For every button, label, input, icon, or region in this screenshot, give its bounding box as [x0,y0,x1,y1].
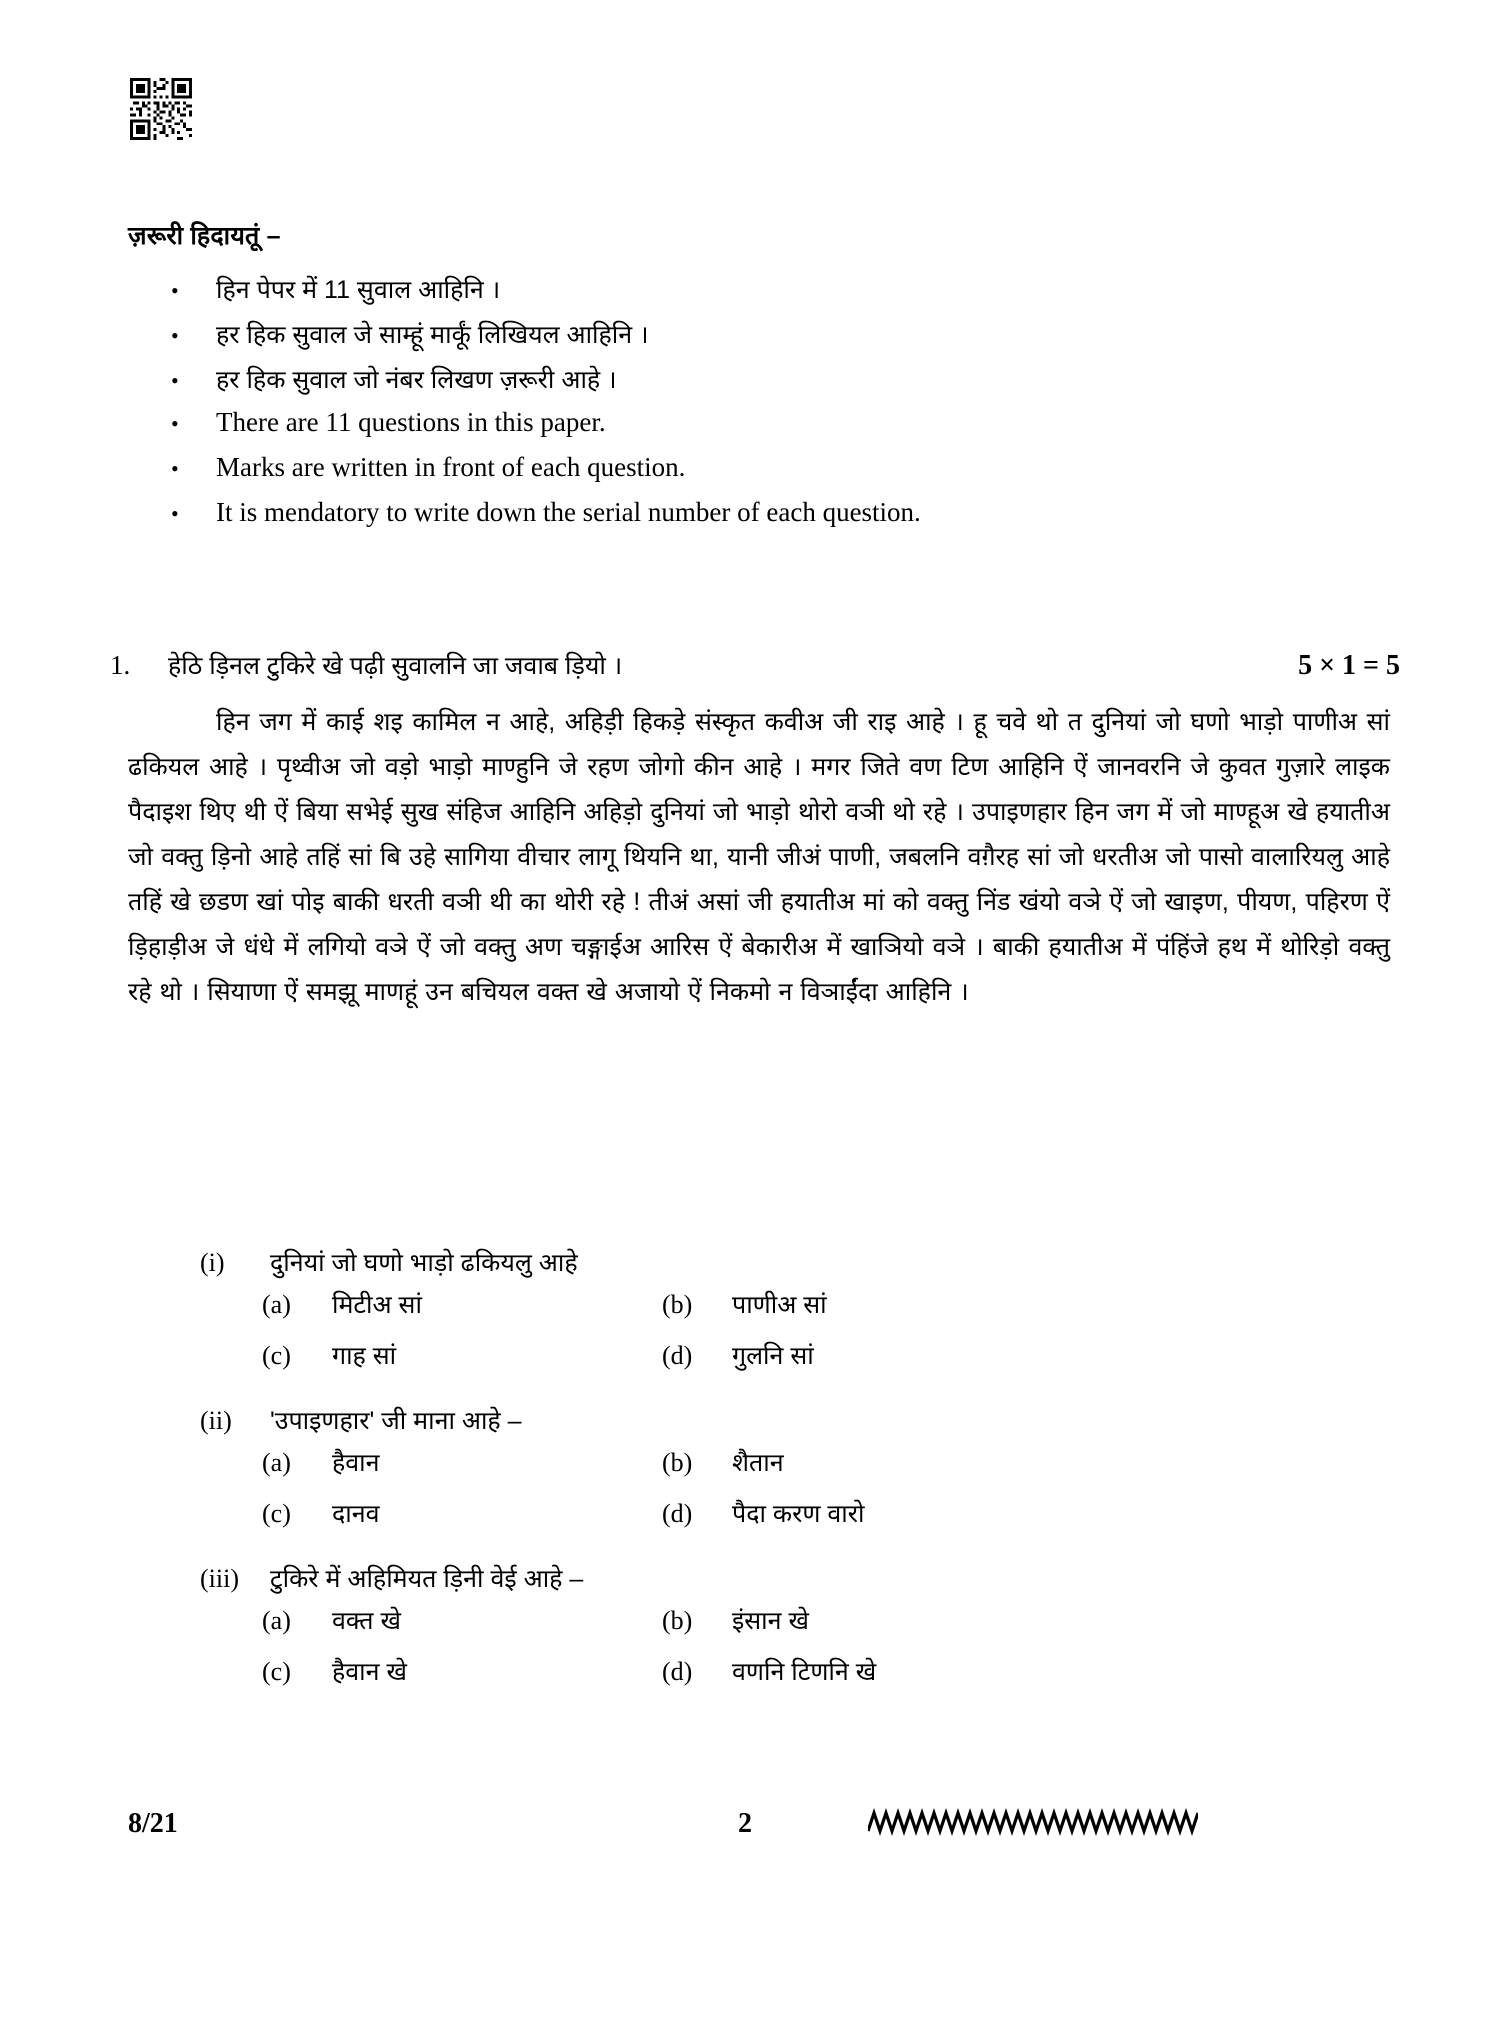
mcq-question-text: 'उपाइणहार' जी माना आहे – [270,1407,522,1435]
bullet-icon [128,458,216,480]
mcq-option-text: गाह सां [332,1342,397,1370]
mcq-option-text: हैवान खे [332,1658,407,1686]
page-number: 2 [738,1808,752,1839]
mcq-option-d[interactable] [662,1338,1062,1372]
question-marks: 5 × 1 = 5 [1298,650,1400,681]
mcq-option-key: (d) [662,1341,693,1370]
bullet-icon [128,280,216,302]
list-item [128,362,1378,407]
mcq-option-key: (a) [262,1606,291,1635]
mcq-option-c[interactable] [262,1496,662,1530]
mcq-options [200,1287,1390,1389]
mcq-option-b[interactable] [662,1603,1062,1637]
mcq-question [200,1561,1390,1595]
mcq-option-key: (a) [262,1290,291,1319]
mcq-option-text: इंसान खे [732,1607,809,1635]
mcq-option-text: वक्त खे [332,1607,401,1635]
mcq-question-text: टुकिरे में अहिमियत ड़िनी वेई आहे – [270,1565,584,1593]
instruction-text: It is mendatory to write down the serial number of each question. [216,497,921,527]
instructions-list [128,272,1378,542]
reading-passage: हिन जग में काई शइ कामिल न आहे, अहिड़ी हिकड़े संस्कृत कवीअ जी राइ आहे । हू चवे थो त दुनियां जो घणो भाड़ो पाणीअ सां ढकियल आहे । पृथ्वीअ जो वड़ो भाड़ो माण्हुनि जे रहण जोगो कीन आहे । मगर जिते वण टिण आहिनि ऐं जानवरनि जे कुवत गुज़ारे लाइक पैदाइश थिए थी ऐं बिया सभेई सुख संहिज आहिनि अहिड़ो दुनियां जो भाड़ो थोरो वञी थो रहे । उपाइणहार हिन जग में जो माण्हूअ खे हयातीअ जो वक्तु ड़िनो आहे तहिं सां बि उहे सागिया वीचार लागू थियनि था, यानी जीअं पाणी, जबलनि वग़ैरह सां जो धरतीअ जो पासो वालारियलु आहे तहिं खे छडण खां पोइ बाकी धरती वञी थी का थोरी रहे ! तीअं असां जी हयातीअ मां को वक्तु निंड खंयो वञे ऐं जो खाइण, पीयण, पहिरण ऐं ड़िहाड़ीअ जे धंधे में लगियो वञे ऐं जो वक्तु अण चङ्गाईअ आरिस ऐं बेकारीअ में खाञियो वञे । बाकी हयातीअ में पंहिंजे हथ में थोरिड़ो वक्तु रहे थो । सियाणा ऐं समझू माणहूं उन बचियल वक्त खे अजायो ऐं निकमो न विञाईंदा आहिनि । [128,708,1390,1006]
mcq-option-text: मिटीअ सां [332,1291,422,1319]
mcq-option-text: हैवान [332,1449,380,1477]
instructions-heading: ज़रूरी हिदायतूं – [128,222,281,250]
instruction-text: हर हिक सुवाल जे साम्हूं मार्कूं लिखियल आहिनि । [216,321,649,349]
mcq-option-b[interactable] [662,1445,1062,1479]
mcq-options [200,1603,1390,1705]
mcq-option-text: शैतान [732,1449,784,1477]
mcq-list [200,1245,1390,1719]
list-item [128,317,1378,362]
bullet-icon [128,325,216,347]
mcq-option-key: (b) [662,1448,693,1477]
bullet-icon [128,370,216,392]
mcq-question [200,1245,1390,1279]
mcq-option-text: पाणीअ सां [732,1291,827,1319]
mcq-option-b[interactable] [662,1287,1062,1321]
mcq-option-d[interactable] [662,1654,1062,1688]
list-item [128,272,1378,317]
list-item [128,452,1378,497]
mcq-option-a[interactable] [262,1287,662,1321]
mcq-option-row [200,1603,1390,1654]
mcq-option-text: गुलनि सां [732,1342,814,1370]
mcq-option-row [200,1445,1390,1496]
mcq-question [200,1403,1390,1437]
mcq-option-text: वणनि टिणनि खे [732,1658,877,1686]
mcq-options [200,1445,1390,1547]
zigzag-mark-icon [868,1805,1198,1841]
mcq-question-label: (i) [200,1248,225,1277]
instruction-text: हिन पेपर में 11 सुवाल आहिनि । [216,276,501,304]
mcq-option-key: (d) [662,1657,693,1686]
mcq-option-row [200,1496,1390,1547]
question-1-header [110,648,1400,682]
mcq-option-d[interactable] [662,1496,1062,1530]
mcq-option-key: (c) [262,1657,291,1686]
mcq-option-c[interactable] [262,1654,662,1688]
mcq-option-text: दानव [332,1500,380,1528]
bullet-icon [128,413,216,435]
mcq-option-c[interactable] [262,1338,662,1372]
question-number: 1. [110,650,131,680]
mcq-option-a[interactable] [262,1445,662,1479]
list-item [128,497,1378,542]
qr-code-icon [128,78,194,140]
mcq-question-text: दुनियां जो घणो भाड़ो ढकियलु आहे [270,1249,578,1277]
mcq-option-key: (c) [262,1341,291,1370]
bullet-icon [128,503,216,525]
mcq-option-key: (b) [662,1606,693,1635]
mcq-option-key: (b) [662,1290,693,1319]
mcq-option-row [200,1287,1390,1338]
mcq-option-a[interactable] [262,1603,662,1637]
mcq-option-text: पैदा करण वारो [732,1500,865,1528]
question-title: हेठि ड़िनल टुकिरे खे पढ़ी सुवालनि जा जवाब ड़ियो । [168,652,623,680]
mcq-option-row [200,1654,1390,1705]
paper-code: 8/21 [128,1808,178,1839]
instruction-text: हर हिक सुवाल जो नंबर लिखण ज़रूरी आहे । [216,366,617,394]
mcq-option-row [200,1338,1390,1389]
mcq-option-key: (c) [262,1499,291,1528]
mcq-question-label: (ii) [200,1406,232,1435]
list-item [128,407,1378,452]
mcq-question-label: (iii) [200,1564,239,1593]
mcq-option-key: (d) [662,1499,693,1528]
instruction-text: There are 11 questions in this paper. [216,407,606,437]
mcq-option-key: (a) [262,1448,291,1477]
instruction-text: Marks are written in front of each question. [216,452,686,482]
